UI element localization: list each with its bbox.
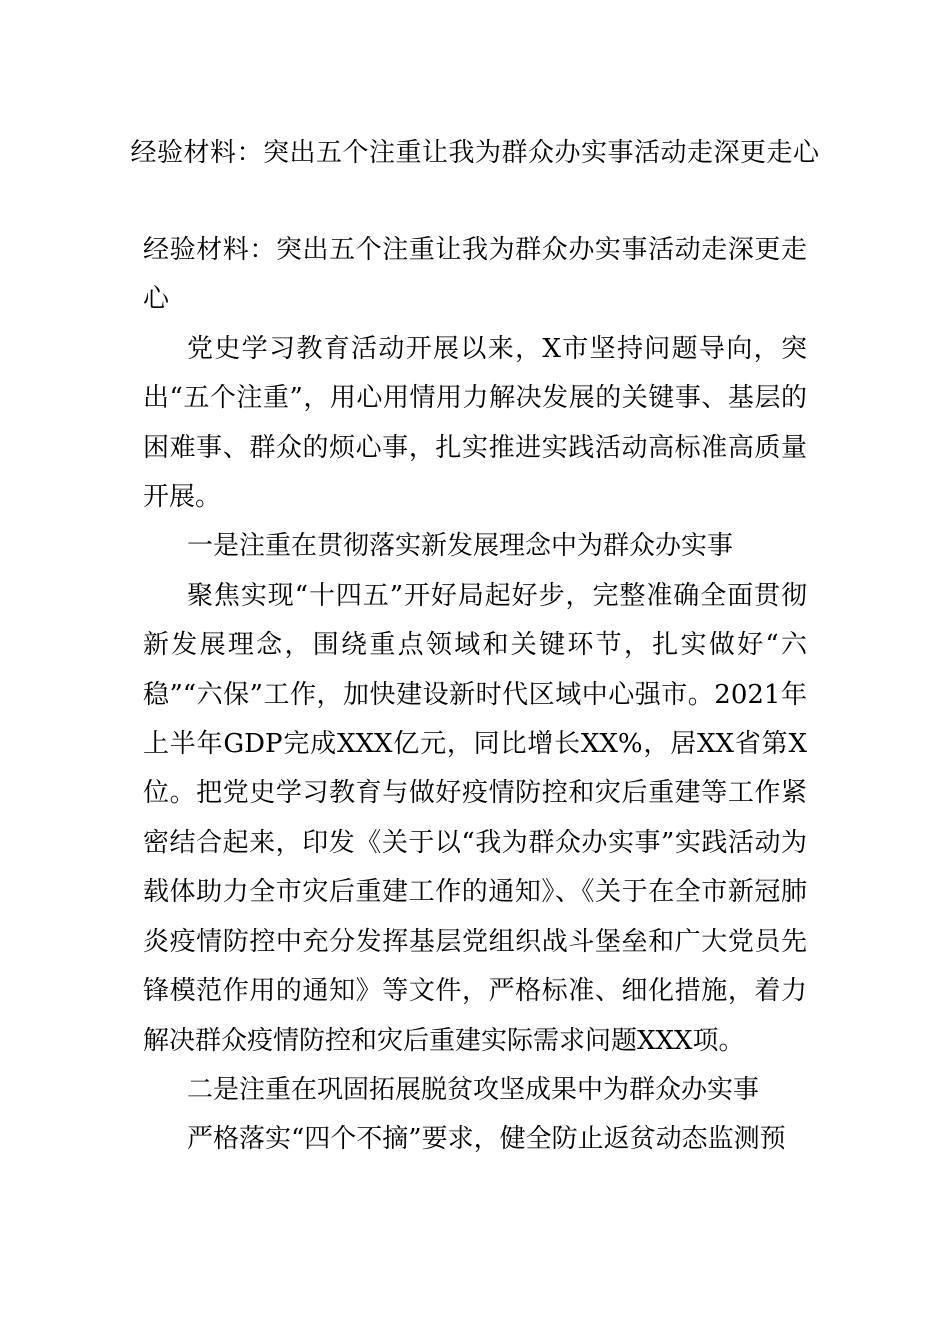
repeated-title-paragraph: 经验材料：突出五个注重让我为群众办实事活动走深更走心: [143, 235, 807, 315]
intro-paragraph: 党史学习教育活动开展以来，X市坚持问题导向，突出“五个注重”，用心用情用力解决发展的关键事、基层的困难事、群众的烦心事，扎实推进实践活动高标准高质量开展。: [143, 333, 807, 513]
document-body: [143, 226, 807, 1165]
document-title: 经验材料：突出五个注重让我为群众办实事活动走深更走心: [130, 138, 820, 168]
section-heading-2: 二是注重在巩固拓展脱贫攻坚成果中为群众办实事: [187, 1074, 760, 1105]
section-1-paragraph: 聚焦实现“十四五”开好局起好步，完整准确全面贯彻新发展理念，围绕重点领域和关键环节，扎实做好“六稳”“六保”工作，加快建设新时代区域中心强市。2021年上半年GDP完成XXX亿元，同比增长XX%，居XX省第X位。把党史学习教育与做好疫情防控和灾后重建等工作紧密结合起来，印发《关于以“我为群众办实事”实践活动为载体助力全市灾后重建工作的通知》、《关于在全市新冠肺炎疫情防控中充分发挥基层党组织战斗堡垒和广大党员先锋模范作用的通知》等文件，严格标准、细化措施，着力解决群众疫情防控和灾后重建实际需求问题XXX项。: [143, 580, 807, 1056]
section-heading-1: 一是注重在贯彻落实新发展理念中为群众办实事: [187, 531, 734, 562]
section-2-paragraph: 严格落实“四个不摘”要求，健全防止返贫动态监测预: [187, 1124, 786, 1155]
